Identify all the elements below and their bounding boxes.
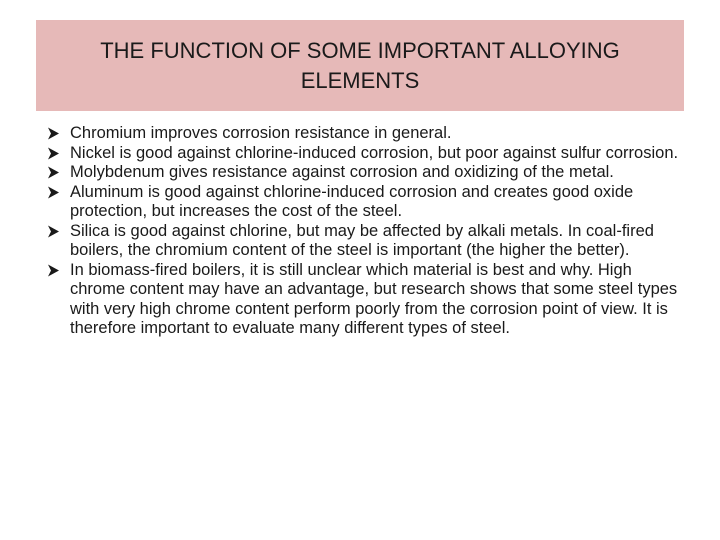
title-banner [36, 20, 684, 111]
arrowhead-bullet-icon [47, 163, 70, 183]
arrowhead-bullet-icon [47, 261, 70, 281]
slide-title: THE FUNCTION OF SOME IMPORTANT ALLOYING ELEMENTS [100, 37, 620, 93]
list-item [47, 144, 687, 164]
bullet-text: Silica is good against chlorine, but may be affected by alkali metals. In coal-fired boilers, the chromium content of the steel is important (the higher the better). [70, 221, 654, 259]
arrowhead-bullet-icon [47, 144, 70, 164]
arrowhead-bullet-icon [47, 222, 70, 242]
bullet-text: In biomass-fired boilers, it is still unclear which material is best and why. High chrome content may have an advantage, but research shows that some steel types with very high chrome content perform poorly from the corrosion point of view. It is therefore important to evaluate many different types of steel. [70, 260, 678, 337]
bullet-text: Molybdenum gives resistance against corrosion and oxidizing of the metal. [70, 163, 614, 181]
list-item [47, 222, 687, 261]
list-item [47, 124, 687, 144]
bullet-text: Nickel is good against chlorine-induced corrosion, but poor against sulfur corrosion. [70, 143, 679, 162]
list-item [47, 261, 687, 339]
bullet-text: Aluminum is good against chlorine-induced corrosion and creates good oxide protection, but increases the cost of the steel. [70, 182, 634, 220]
arrowhead-bullet-icon [47, 124, 70, 144]
list-item [47, 163, 687, 183]
list-item [47, 183, 687, 222]
bullet-list [47, 124, 687, 339]
arrowhead-bullet-icon [47, 183, 70, 203]
bullet-text: Chromium improves corrosion resistance in general. [70, 124, 452, 142]
